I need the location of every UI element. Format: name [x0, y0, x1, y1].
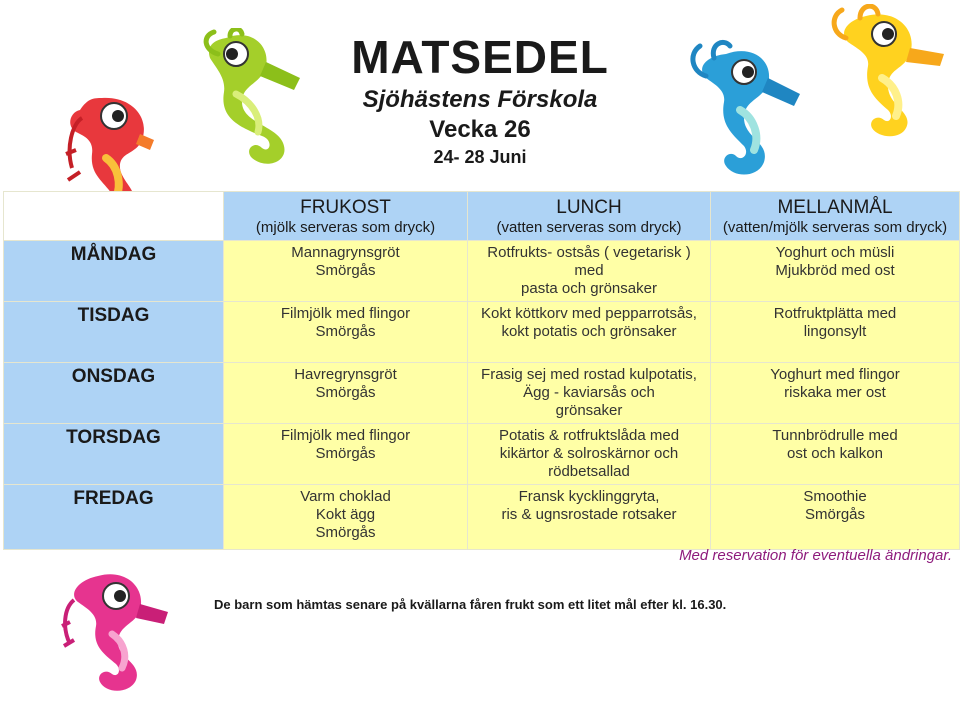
snack-cell: [711, 241, 960, 302]
date-range: 24- 28 Juni: [433, 147, 527, 167]
day-label: TORSDAG: [4, 424, 224, 485]
day-row-thursday: [4, 424, 960, 485]
menu-line: ost och kalkon: [787, 445, 883, 462]
week-label: Vecka 26: [429, 116, 531, 143]
day-label: TISDAG: [4, 302, 224, 363]
menu-line: riskaka mer ost: [784, 384, 886, 401]
breakfast-cell: [224, 363, 468, 424]
menu-line: rödbetsallad: [548, 463, 630, 480]
day-row-wednesday: [4, 363, 960, 424]
menu-line: Smörgås: [315, 524, 376, 541]
breakfast-cell: [224, 424, 468, 485]
menu-line: Smörgås: [804, 506, 866, 523]
menu-line: Potatis & rotfruktslåda med: [498, 427, 680, 444]
menu-line: Filmjölk med flingor: [280, 427, 411, 444]
column-header-breakfast: [224, 192, 468, 241]
menu-line: Filmjölk med flingor: [280, 305, 411, 322]
page-title: MATSEDEL: [351, 31, 609, 83]
column-title: FRUKOST: [300, 197, 391, 218]
day-row-friday: [4, 485, 960, 550]
day-row-tuesday: [4, 302, 960, 363]
day-label: MÅNDAG: [4, 241, 224, 302]
menu-line: Yoghurt och müsli: [775, 244, 895, 261]
breakfast-cell: [224, 302, 468, 363]
menu-line: Kokt köttkorv med pepparrotsås,: [481, 305, 697, 322]
menu-line: kikärtor & solroskärnor och: [499, 445, 679, 462]
pink-seahorse-icon: [60, 566, 172, 698]
column-title: MELLANMÅL: [777, 197, 893, 218]
menu-line: Frasig sej med rostad kulpotatis,: [481, 366, 697, 383]
menu-line: Kokt ägg: [315, 506, 376, 523]
column-note: (vatten serveras som dryck): [496, 219, 682, 236]
column-header-lunch: [468, 192, 711, 241]
reservation-note: Med reservation för eventuella ändringar.: [679, 547, 952, 564]
menu-line: Smörgås: [315, 445, 376, 462]
breakfast-cell: [224, 241, 468, 302]
menu-table: [3, 191, 960, 550]
menu-line: Mjukbröd med ost: [775, 262, 895, 279]
menu-line: Ägg - kaviarsås och: [523, 384, 655, 401]
breakfast-cell: [224, 485, 468, 550]
menu-line: Varm choklad: [300, 488, 391, 505]
day-label: ONSDAG: [4, 363, 224, 424]
menu-line: Smörgås: [315, 262, 376, 279]
menu-line: Smörgås: [315, 384, 376, 401]
menu-line: Rotfrukts- ostsås ( vegetarisk ): [487, 244, 691, 261]
column-title: LUNCH: [556, 197, 622, 218]
menu-line: Fransk kycklinggryta,: [518, 488, 660, 505]
column-note: (mjölk serveras som dryck): [255, 219, 436, 236]
menu-line: ris & ugnsrostade rotsaker: [501, 506, 677, 523]
menu-line: Mannagrynsgröt: [291, 244, 400, 261]
lunch-cell: [468, 424, 711, 485]
day-row-monday: [4, 241, 960, 302]
lunch-cell: [468, 241, 711, 302]
snack-cell: [711, 485, 960, 550]
menu-line: Havregrynsgröt: [294, 366, 397, 383]
snack-cell: [711, 302, 960, 363]
menu-line: Yoghurt med flingor: [770, 366, 900, 383]
snack-cell: [711, 424, 960, 485]
menu-line: Tunnbrödrulle med: [772, 427, 898, 444]
snack-cell: [711, 363, 960, 424]
column-header-snack: [711, 192, 960, 241]
menu-line: Rotfruktplätta med: [773, 305, 897, 322]
menu-line: grönsaker: [555, 402, 623, 419]
column-header-row: [4, 192, 960, 241]
footer-note: De barn som hämtas senare på kvällarna fåren frukt som ett litet mål efter kl. 16.30.: [214, 597, 727, 612]
menu-line: kokt potatis och grönsaker: [501, 323, 677, 340]
menu-line: med: [574, 262, 604, 279]
column-note: (vatten/mjölk serveras som dryck): [722, 219, 948, 236]
lunch-cell: [468, 485, 711, 550]
day-label: FREDAG: [4, 485, 224, 550]
menu-line: pasta och grönsaker: [521, 280, 657, 297]
menu-line: Smoothie: [803, 488, 867, 505]
lunch-cell: [468, 363, 711, 424]
school-name: Sjöhästens Förskola: [362, 86, 598, 113]
menu-line: Smörgås: [315, 323, 376, 340]
menu-line: lingonsylt: [803, 323, 867, 340]
lunch-cell: [468, 302, 711, 363]
corner-cell: [4, 192, 224, 241]
